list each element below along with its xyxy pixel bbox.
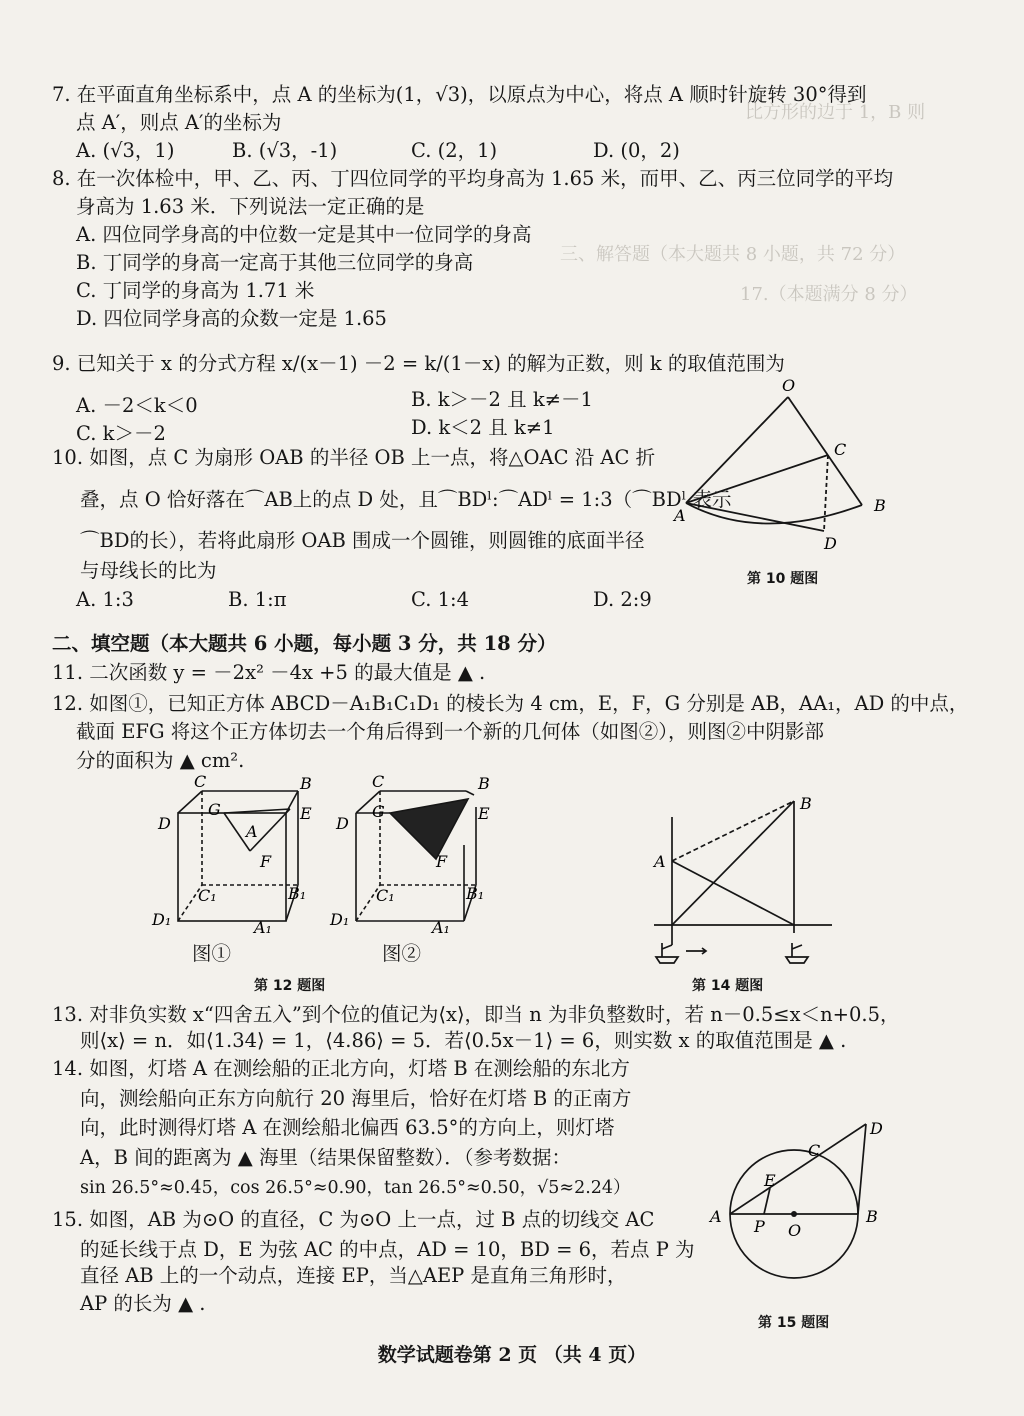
q14-line-2: 向，测绘船向正东方向航行 20 海里后，恰好在灯塔 B 的正南方	[80, 1087, 632, 1110]
shaded-section	[390, 799, 468, 859]
figure-12-2	[328, 775, 498, 935]
q14-line-3: 向，此时测得灯塔 A 在测绘船北偏西 63.5°的方向上，则灯塔	[80, 1116, 615, 1139]
fig10-caption: 第 10 题图	[747, 571, 819, 587]
q11-line-1: 11. 二次函数 y = －2x² －4x +5 的最大值是 ▲ .	[52, 661, 486, 684]
cube2-label-b1: B₁	[466, 884, 485, 903]
q8-line-2: 身高为 1.63 米．下列说法一定正确的是	[76, 195, 425, 218]
q9-line-1: 9. 已知关于 x 的分式方程 x/(x－1) －2 = k/(1－x) 的解为正数，则 k 的取值范围为	[52, 352, 785, 375]
q7-option-c: C. (2，1)	[411, 139, 498, 162]
q7-option-d: D. (0，2)	[593, 139, 680, 162]
q10-option-b: B. 1:π	[228, 588, 287, 611]
cube2-label-c1: C₁	[376, 886, 395, 905]
cube1-label-d1: D₁	[152, 910, 172, 929]
q12-line-2: 截面 EFG 将这个正方体切去一个角后得到一个新的几何体（如图②），则图②中阴影部	[76, 720, 824, 743]
q9-option-c: C. k＞－2	[76, 422, 166, 445]
cube2-label-a1: A₁	[432, 918, 450, 935]
bleed-text: 比方形的边于 1，B 则	[745, 102, 926, 123]
q7-option-b: B. (√3，-1)	[232, 139, 338, 162]
page-footer: 数学试题卷第 2 页 （共 4 页）	[377, 1344, 647, 1366]
fig15-label-e: E	[764, 1171, 776, 1190]
figure-14	[648, 785, 848, 975]
q8-option-d: D. 四位同学身高的众数一定是 1.65	[76, 307, 387, 330]
fig15-label-a: A	[710, 1207, 722, 1226]
q8-option-b: B. 丁同学的身高一定高于其他三位同学的身高	[76, 251, 474, 274]
fig10-label-o: O	[782, 376, 796, 395]
fig10-label-c: C	[834, 440, 847, 459]
fig14-caption: 第 14 题图	[692, 978, 764, 994]
q8-option-a: A. 四位同学身高的中位数一定是其中一位同学的身高	[76, 223, 532, 246]
figure-12-1	[150, 775, 320, 935]
q10-line-4: 与母线长的比为	[80, 559, 217, 582]
cube1-label-d: D	[158, 814, 171, 833]
q13-line-1: 13. 对非负实数 x“四舍五入”到个位的值记为⟨x⟩，即当 n 为非负整数时，若 n－0.5≤x＜n+0.5，	[52, 1003, 900, 1026]
fig15-label-b: B	[866, 1207, 878, 1226]
q8-line-1: 8. 在一次体检中，甲、乙、丙、丁四位同学的平均身高为 1.65 米，而甲、乙、丙三位同学的平均	[52, 167, 894, 190]
figure-10	[670, 375, 910, 555]
cube1-label-f: F	[260, 852, 272, 871]
cube2-label-g: G	[372, 802, 385, 821]
q10-option-a: A. 1:3	[76, 588, 134, 611]
fig15-label-p: P	[754, 1217, 765, 1236]
cube2-label-e: E	[478, 804, 490, 823]
section-2-heading: 二、填空题（本大题共 6 小题，每小题 3 分，共 18 分）	[52, 632, 557, 655]
center-dot	[791, 1211, 797, 1217]
fig10-label-a: A	[674, 506, 686, 525]
q7-line-2: 点 A′，则点 A′的坐标为	[76, 111, 282, 134]
fig10-label-d: D	[824, 534, 837, 553]
cube1-label-b1: B₁	[288, 884, 307, 903]
fig15-label-d: D	[870, 1119, 883, 1138]
fig12-1-label: 图①	[192, 942, 232, 965]
cube1-label-e: E	[300, 804, 312, 823]
fig14-label-b: B	[800, 794, 812, 813]
q10-option-d: D. 2:9	[593, 588, 652, 611]
q13-line-2: 则⟨x⟩ = n．如⟨1.34⟩ = 1，⟨4.86⟩ = 5．若⟨0.5x－1⟩ = 6，则实数 x 的取值范围是 ▲ .	[80, 1029, 847, 1052]
fig15-label-o: O	[788, 1221, 802, 1240]
q10-line-1: 10. 如图，点 C 为扇形 OAB 的半径 OB 上一点，将△OAC 沿 AC 折	[52, 446, 656, 469]
cube1-label-a: A	[246, 822, 258, 841]
cube1-label-c1: C₁	[198, 886, 217, 905]
fig15-label-c: C	[808, 1141, 821, 1160]
q12-line-1: 12. 如图①，已知正方体 ABCD－A₁B₁C₁D₁ 的棱长为 4 cm，E，F，G 分别是 AB，AA₁，AD 的中点，	[52, 692, 969, 715]
fig14-label-a: A	[654, 852, 666, 871]
cube2-label-d: D	[336, 814, 349, 833]
q8-option-c: C. 丁同学的身高为 1.71 米	[76, 279, 315, 302]
cube1-label-b: B	[300, 775, 312, 793]
figure-15	[700, 1110, 900, 1300]
q14-line-4: A，B 间的距离为 ▲ 海里（结果保留整数）．（参考数据：	[80, 1146, 572, 1169]
fig12-2-label: 图②	[382, 942, 422, 965]
fig12-caption: 第 12 题图	[254, 978, 326, 994]
q9-option-a: A. －2＜k＜0	[76, 394, 198, 417]
q15-line-1: 15. 如图，AB 为⊙O 的直径，C 为⊙O 上一点，过 B 点的切线交 AC	[52, 1208, 655, 1231]
q9-option-d: D. k＜2 且 k≠1	[411, 416, 555, 439]
q7-line-1: 7. 在平面直角坐标系中，点 A 的坐标为(1，√3)，以原点为中心，将点 A 顺时针旋转 30°得到	[52, 83, 867, 106]
cube1-label-a1: A₁	[254, 918, 272, 935]
bleed-text: 17.（本题满分 8 分）	[740, 284, 918, 305]
fig15-caption: 第 15 题图	[758, 1315, 830, 1331]
q7-option-a: A. (√3，1)	[76, 139, 175, 162]
q14-line-5: sin 26.5°≈0.45，cos 26.5°≈0.90，tan 26.5°≈0.50，√5≈2.24）	[80, 1178, 631, 1198]
cube1-label-g: G	[208, 800, 221, 819]
cube1-label-c: C	[194, 775, 207, 791]
fig10-label-b: B	[874, 496, 886, 515]
cube2-label-c: C	[372, 775, 385, 791]
cube2-label-f: F	[436, 852, 448, 871]
q10-line-2: 叠，点 O 恰好落在⌒AB上的点 D 处，且⌒BDˡ:⌒ADˡ = 1:3（⌒BDˡ 表示	[80, 488, 732, 511]
q10-option-c: C. 1:4	[411, 588, 470, 611]
q15-line-3: 直径 AB 上的一个动点，连接 EP，当△AEP 是直角三角形时，	[80, 1264, 627, 1287]
cube2-label-d1: D₁	[330, 910, 350, 929]
q15-line-4: AP 的长为 ▲ .	[80, 1292, 206, 1315]
bleed-text: 三、解答题（本大题共 8 小题，共 72 分）	[560, 244, 906, 265]
q15-line-2: 的延长线于点 D，E 为弦 AC 的中点，AD = 10，BD = 6，若点 P 为	[80, 1238, 695, 1261]
q10-line-3: ⌒BD的长），若将此扇形 OAB 围成一个圆锥，则圆锥的底面半径	[80, 529, 645, 552]
q9-option-b: B. k＞－2 且 k≠－1	[411, 388, 593, 411]
cube2-label-b: B	[478, 775, 490, 793]
q14-line-1: 14. 如图，灯塔 A 在测绘船的正北方向，灯塔 B 在测绘船的东北方	[52, 1057, 630, 1080]
q12-line-3: 分的面积为 ▲ cm².	[76, 749, 245, 772]
